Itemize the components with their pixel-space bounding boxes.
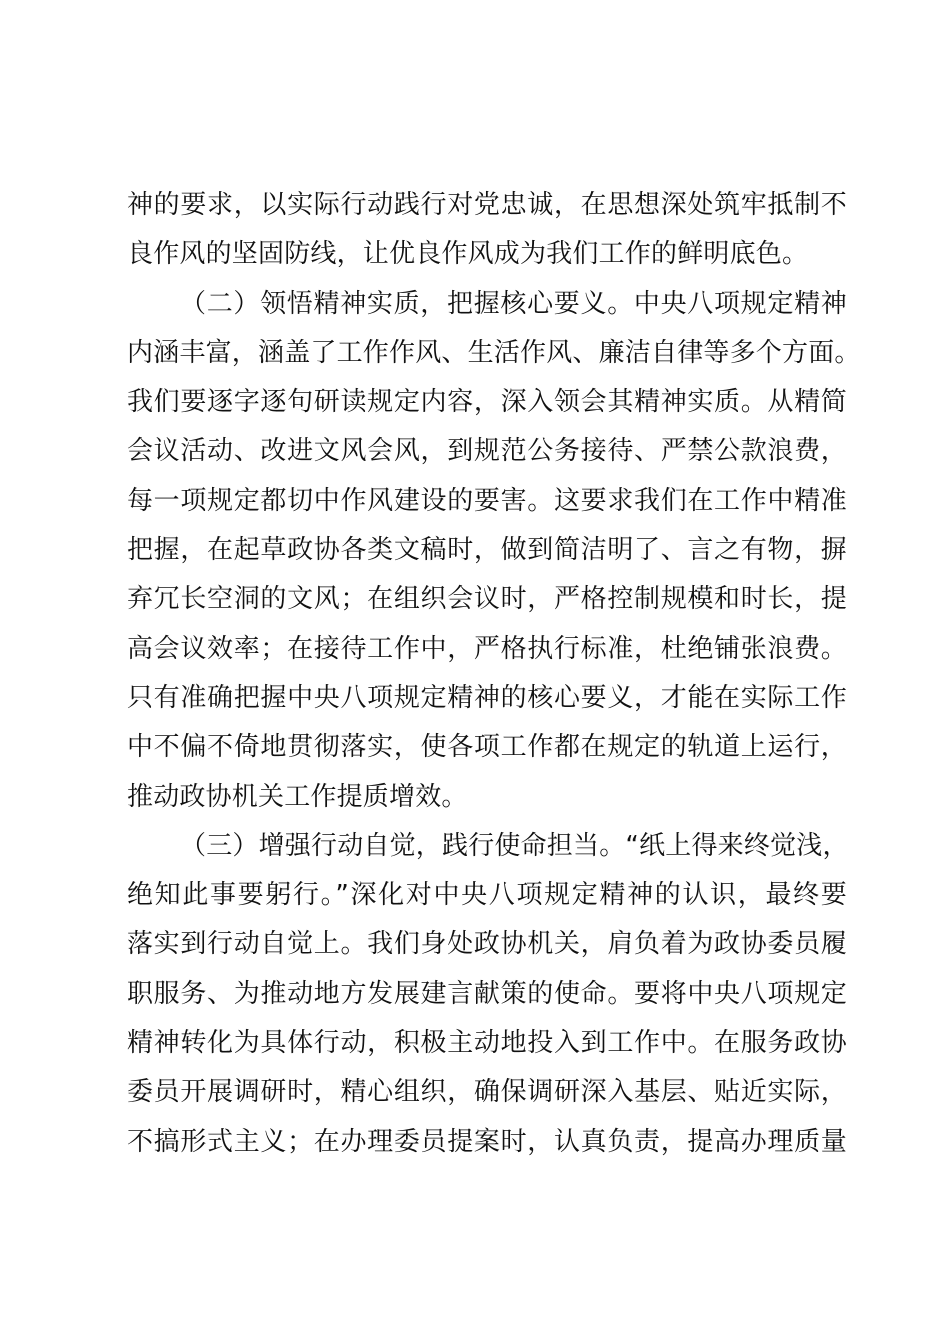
text-line: 不搞形式主义；在办理委员提案时，认真负责，提高办理质量	[127, 1126, 847, 1157]
section-heading-line: （二）领悟精神实质，把握核心要义。中央八项规定精神	[180, 288, 847, 319]
text-line: 中不偏不倚地贯彻落实，使各项工作都在规定的轨道上运行，	[127, 732, 847, 763]
text-line: 弃冗长空洞的文风；在组织会议时，严格控制规模和时长，提	[127, 584, 847, 615]
text-line: 只有准确把握中央八项规定精神的核心要义，才能在实际工作	[127, 682, 847, 713]
text-line: 把握，在起草政协各类文稿时，做到简洁明了、言之有物，摒	[127, 535, 847, 566]
section-heading-line: （三）增强行动自觉，践行使命担当。“纸上得来终觉浅，	[180, 830, 849, 861]
text-line: 良作风的坚固防线，让优良作风成为我们工作的鲜明底色。	[127, 239, 809, 270]
text-line: 内涵丰富，涵盖了工作作风、生活作风、廉洁自律等多个方面。	[127, 337, 861, 368]
body-text	[127, 181, 861, 1167]
text-line: 落实到行动自觉上。我们身处政协机关，肩负着为政协委员履	[127, 929, 847, 960]
text-line: 神的要求，以实际行动践行对党忠诚，在思想深处筑牢抵制不	[127, 190, 847, 220]
text-line: 委员开展调研时，精心组织，确保调研深入基层、贴近实际，	[127, 1077, 847, 1108]
text-line: 高会议效率；在接待工作中，严格执行标准，杜绝铺张浪费。	[127, 633, 847, 664]
text-line: 推动政协机关工作提质增效。	[127, 781, 468, 812]
text-line: 我们要逐字逐句研读规定内容，深入领会其精神实质。从精简	[127, 387, 847, 418]
text-line: 职服务、为推动地方发展建言献策的使命。要将中央八项规定	[127, 978, 847, 1009]
text-line: 会议活动、改进文风会风，到规范公务接待、严禁公款浪费，	[127, 436, 847, 467]
text-line: 每一项规定都切中作风建设的要害。这要求我们在工作中精准	[127, 485, 847, 516]
text-line: 绝知此事要躬行。”深化对中央八项规定精神的认识，最终要	[127, 880, 847, 911]
text-line: 精神转化为具体行动，积极主动地投入到工作中。在服务政协	[127, 1028, 847, 1059]
